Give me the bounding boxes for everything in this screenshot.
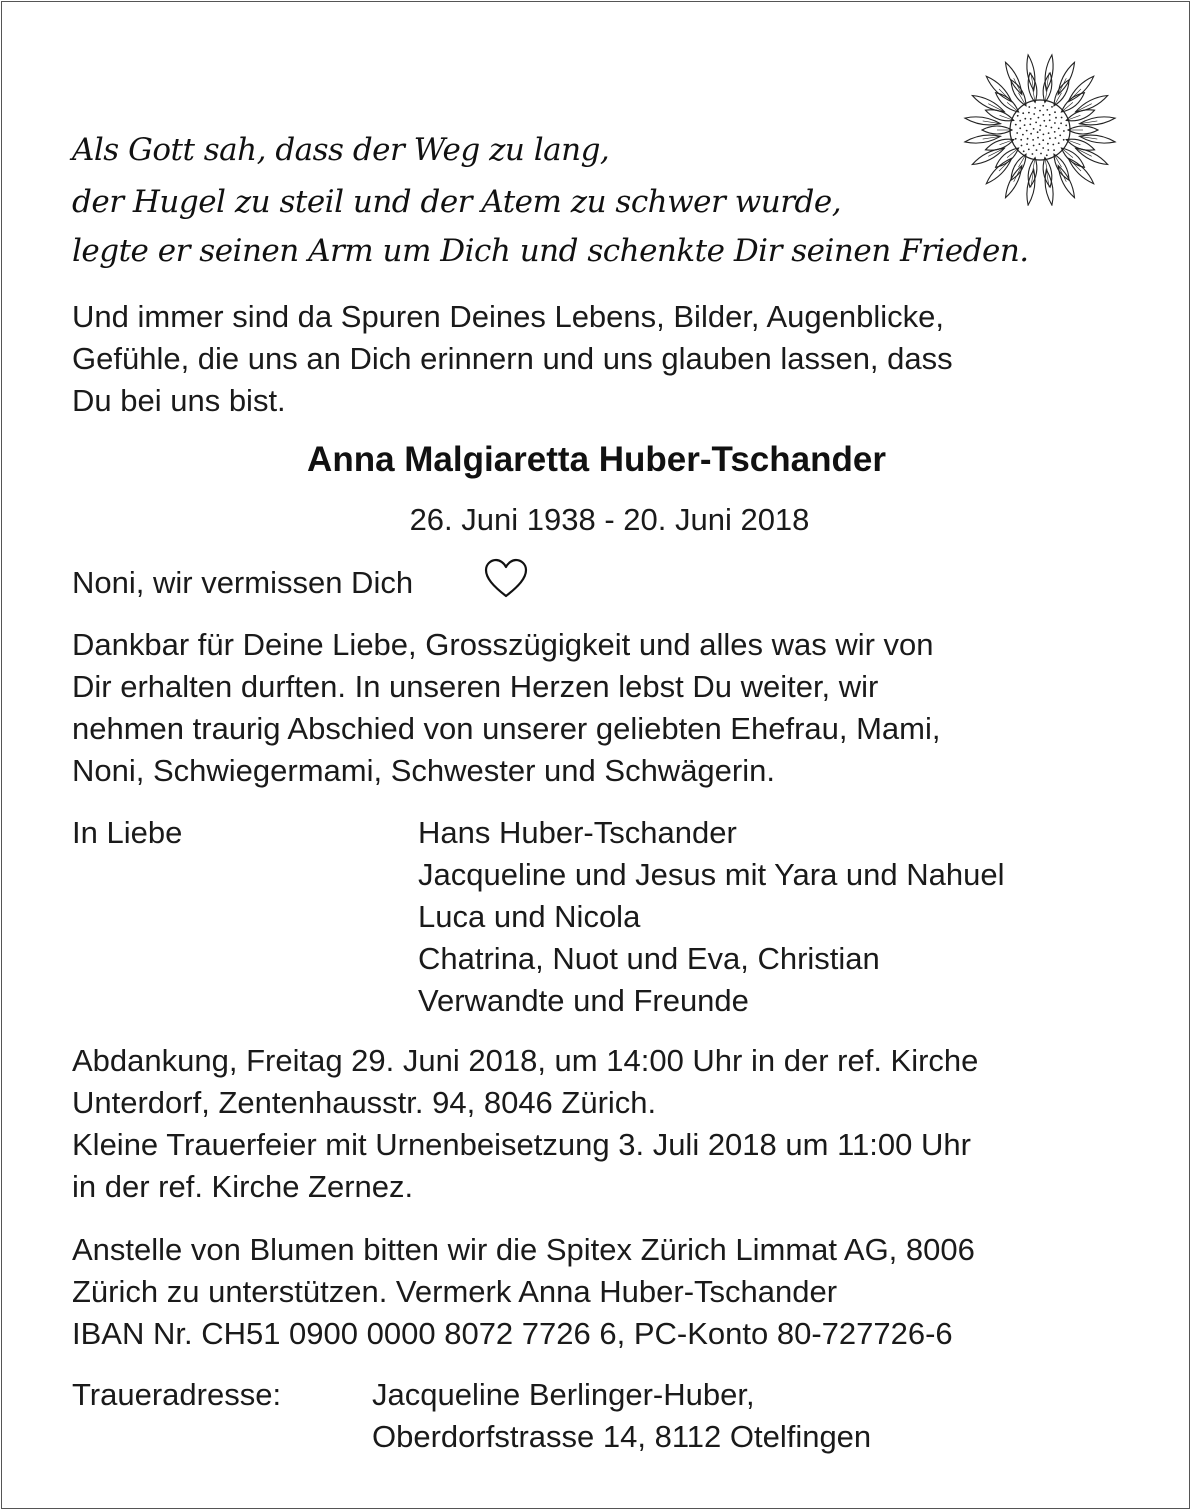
address-line-1: Jacqueline Berlinger-Huber, bbox=[372, 1377, 755, 1412]
intro-line-1: Und immer sind da Spuren Deines Lebens, Bilder, Augenblicke, bbox=[72, 299, 944, 334]
seed-dot bbox=[1043, 120, 1045, 122]
seed-dot bbox=[1033, 145, 1035, 147]
mourner-name: Hans Huber-Tschander bbox=[418, 815, 737, 850]
seed-dot bbox=[1028, 112, 1030, 114]
intro-line-3: Du bei uns bist. bbox=[72, 383, 286, 418]
mourners-label: In Liebe bbox=[72, 815, 183, 850]
gratitude-line-2: Dir erhalten durften. In unseren Herzen lebst Du weiter, wir bbox=[72, 669, 879, 704]
address-block bbox=[372, 1374, 871, 1458]
ceremony-line-4: in der ref. Kirche Zernez. bbox=[72, 1169, 414, 1204]
seed-dot bbox=[1046, 154, 1048, 156]
intro-text bbox=[72, 296, 953, 422]
gratitude-line-4: Noni, Schwiegermami, Schwester und Schwägerin. bbox=[72, 753, 775, 788]
seed-dot bbox=[1026, 130, 1028, 132]
seed-dot bbox=[1017, 115, 1019, 117]
donation-text bbox=[72, 1229, 975, 1355]
seed-dot bbox=[1058, 142, 1060, 144]
seed-dot bbox=[1040, 125, 1042, 127]
seed-dot bbox=[1019, 120, 1021, 122]
seed-dot bbox=[1022, 134, 1024, 136]
seed-dot bbox=[1063, 130, 1065, 132]
seed-dot bbox=[1048, 132, 1050, 134]
seed-dot bbox=[1030, 133, 1032, 135]
ceremony-line-2: Unterdorf, Zentenhausstr. 94, 8046 Zürich. bbox=[72, 1085, 657, 1120]
seed-dot bbox=[1035, 122, 1037, 124]
sunflower-drawing-icon bbox=[950, 50, 1126, 206]
verse-line-1: Als Gott sah, dass der Weg zu lang, bbox=[72, 132, 610, 168]
seed-dot bbox=[1047, 149, 1049, 151]
seed-dot bbox=[1061, 117, 1063, 119]
seed-dot bbox=[1030, 118, 1032, 120]
donation-line-2: Zürich zu unterstützen. Vermerk Anna Huber-Tschander bbox=[72, 1274, 838, 1309]
ceremony-text bbox=[72, 1040, 978, 1208]
seed-dot bbox=[1021, 145, 1023, 147]
gratitude-line-3: nehmen traurig Abschied von unserer geliebten Ehefrau, Mami, bbox=[72, 711, 941, 746]
seed-dot bbox=[1020, 139, 1022, 141]
seed-dot bbox=[1059, 135, 1061, 137]
seed-dot bbox=[1063, 139, 1065, 141]
seed-dot bbox=[1037, 137, 1039, 139]
seed-dot bbox=[1015, 124, 1017, 126]
seed-dot bbox=[1019, 127, 1021, 129]
seed-dot bbox=[1058, 128, 1060, 130]
seed-dot bbox=[1055, 137, 1057, 139]
seed-dot bbox=[1029, 124, 1031, 126]
seed-dot bbox=[1055, 117, 1057, 119]
verse-line-3: legte er seinen Arm um Dich und schenkte Dir seinen Frieden. bbox=[72, 233, 1029, 269]
seed-dot bbox=[1033, 128, 1035, 130]
seed-dot bbox=[1051, 106, 1053, 108]
seed-dot bbox=[1034, 107, 1036, 109]
mourner-name: Luca und Nicola bbox=[418, 899, 641, 934]
seed-dot bbox=[1054, 122, 1056, 124]
life-dates: 26. Juni 1938 - 20. Juni 2018 bbox=[409, 502, 810, 537]
seed-dot bbox=[1043, 134, 1045, 136]
seed-dot bbox=[1049, 114, 1051, 116]
gratitude-line-1: Dankbar für Deine Liebe, Grosszügigkeit und alles was wir von bbox=[72, 627, 934, 662]
seed-dot bbox=[1060, 122, 1062, 124]
seed-dot bbox=[1015, 138, 1017, 140]
ceremony-line-1: Abdankung, Freitag 29. Juni 2018, um 14:00 Uhr in der ref. Kirche bbox=[72, 1043, 979, 1078]
seed-dot bbox=[1039, 110, 1041, 112]
seed-dot bbox=[1039, 143, 1041, 145]
seed-dot bbox=[1028, 106, 1030, 108]
mourner-name: Chatrina, Nuot und Eva, Christian bbox=[418, 941, 880, 976]
seed-dot bbox=[1065, 125, 1067, 127]
seed-dot bbox=[1054, 131, 1056, 133]
seed-dot bbox=[1024, 118, 1026, 120]
heart-outline-icon bbox=[483, 557, 529, 599]
seed-dot bbox=[1026, 143, 1028, 145]
seed-dot bbox=[1046, 109, 1048, 111]
seed-dot bbox=[1049, 137, 1051, 139]
address-line-2: Oberdorfstrasse 14, 8112 Otelfingen bbox=[372, 1419, 872, 1454]
seed-dot bbox=[1036, 149, 1038, 151]
seed-dot bbox=[1027, 138, 1029, 140]
deceased-name: Anna Malgiaretta Huber-Tschander bbox=[307, 440, 886, 479]
verse-line-2: der Hugel zu steil und der Atem zu schwer wurde, bbox=[72, 184, 842, 220]
gratitude-text bbox=[72, 624, 941, 792]
seed-dot bbox=[1022, 112, 1024, 114]
seed-dot bbox=[1042, 114, 1044, 116]
seed-dot bbox=[1023, 150, 1025, 152]
seed-dot bbox=[1051, 127, 1053, 129]
seed-dot bbox=[1039, 129, 1041, 131]
mourner-name: Verwandte und Freunde bbox=[418, 983, 749, 1018]
seed-dot bbox=[1037, 131, 1039, 133]
seed-dot bbox=[1042, 147, 1044, 149]
seed-dot bbox=[1040, 153, 1042, 155]
seed-dot bbox=[1033, 113, 1035, 115]
mourners-list bbox=[418, 812, 1005, 1022]
seed-dot bbox=[1028, 149, 1030, 151]
mourner-name: Jacqueline und Jesus mit Yara und Nahuel bbox=[418, 857, 1005, 892]
seed-dot bbox=[1049, 119, 1051, 121]
missing-line: Noni, wir vermissen Dich bbox=[72, 565, 414, 600]
seed-dot bbox=[1047, 143, 1049, 145]
donation-line-1: Anstelle von Blumen bitten wir die Spitex Zürich Limmat AG, 8006 bbox=[72, 1232, 975, 1267]
ceremony-line-3: Kleine Trauerfeier mit Urnenbeisetzung 3. Juli 2018 um 11:00 Uhr bbox=[72, 1127, 971, 1162]
seed-dot bbox=[1052, 144, 1054, 146]
seed-dot bbox=[1016, 132, 1018, 134]
donation-line-3: IBAN Nr. CH51 0900 0000 8072 7726 6, PC-Konto 80-727726-6 bbox=[72, 1316, 953, 1351]
intro-line-2: Gefühle, die uns an Dich erinnern und uns glauben lassen, dass bbox=[72, 341, 953, 376]
address-label: Traueradresse: bbox=[72, 1377, 282, 1412]
seed-dot bbox=[1032, 153, 1034, 155]
seed-dot bbox=[1038, 117, 1040, 119]
seed-dot bbox=[1042, 105, 1044, 107]
seed-dot bbox=[1054, 111, 1056, 113]
seed-dot bbox=[1032, 139, 1034, 141]
seed-dot bbox=[1024, 124, 1026, 126]
seed-dot bbox=[1045, 125, 1047, 127]
seed-dot bbox=[1053, 149, 1055, 151]
seed-dot bbox=[1042, 139, 1044, 141]
